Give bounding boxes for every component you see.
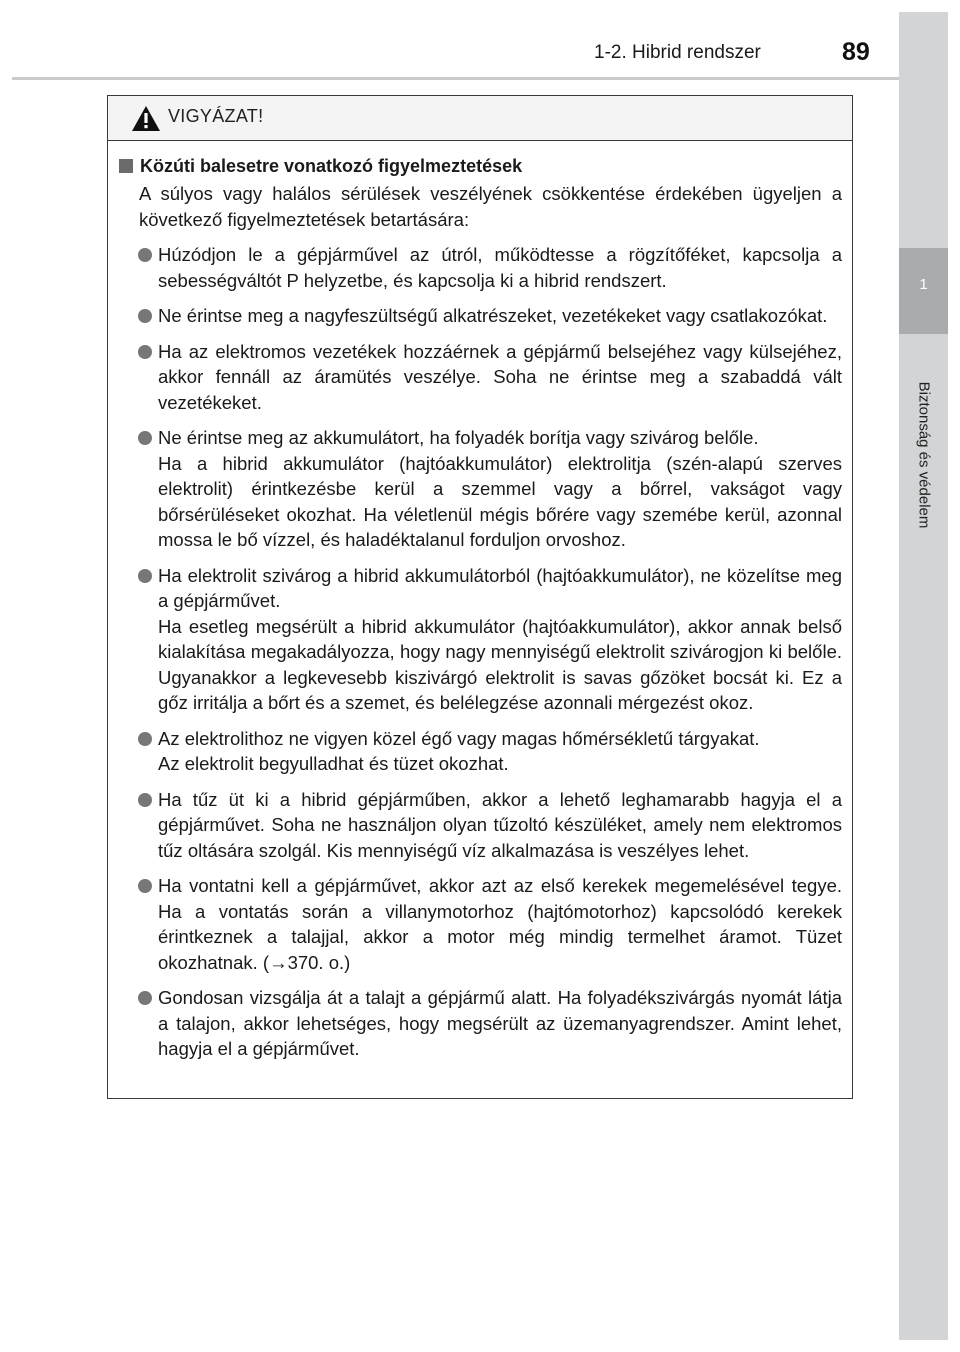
chapter-number: 1 (899, 248, 948, 334)
bullet-dot-icon (138, 991, 152, 1005)
list-item-text: Ha tűz üt ki a hibrid gépjárműben, akkor a lehető leghamarabb hagyja el a gépjárművet. Soha ne használjon olyan tűzoltó készüléket, amely nem elektromos tűz oltására szolgál. Kis mennyiségű víz alkalmazása is veszélyes lehet. (158, 788, 842, 861)
header-rule (12, 77, 899, 80)
list-item (113, 873, 842, 975)
list-item (113, 563, 842, 716)
square-bullet-icon (119, 159, 133, 173)
warning-header (108, 96, 852, 141)
list-item (113, 425, 842, 553)
list-item (113, 726, 842, 777)
warning-title: VIGYÁZAT! (168, 106, 264, 126)
list-item-text: Ha esetleg megsérült a hibrid akkumulátor (hajtóakkumulátor), akkor annak belső kialakítása megakadályozza, hogy nagy mennyiségű elektrolit szivárogjon ki belőle. Ugyanakkor a legkevesebb kiszivárgó elektrolit is savas gőzöket bocsát ki. Ez a gőz irritálja a bőrt és a szemet, és belélegzése azonnali mérgezést okoz. (158, 615, 842, 713)
warning-items (113, 242, 842, 1062)
list-item (113, 303, 842, 329)
list-item-text: Ha a hibrid akkumulátor (hajtóakkumulátor) elektrolitja (szén-alapú szerves elektrolit) érintkezésbe kerül a szemmel vagy a bőrrel, vakságot vagy bőrsérüléseket okozhat. Ha véletlenül mégis bőrére vagy szemébe kerül, azonnal mossa le bő vízzel, és haladéktalanul forduljon orvoshoz. (158, 452, 842, 550)
list-item-text: Ha az elektromos vezetékek hozzáérnek a gépjármű belsejéhez vagy külsejéhez, akkor fennáll az áramütés veszélye. Soha ne érintse meg a szabaddá vált vezetékeket. (158, 340, 842, 413)
list-item-text: Az elektrolithoz ne vigyen közel égő vagy magas hőmérsékletű tárgyakat. (158, 727, 760, 749)
warning-box (107, 95, 853, 1099)
bullet-dot-icon (138, 879, 152, 893)
warning-heading-text: Közúti balesetre vonatkozó figyelmeztetések (140, 156, 523, 176)
bullet-dot-icon (138, 309, 152, 323)
list-item (113, 787, 842, 864)
list-item-text: Gondosan vizsgálja át a talajt a gépjármű alatt. Ha folyadékszivárgás nyomát látja a talajon, akkor lehetséges, hogy megsérült az üzemanyagrendszer. Amint lehet, hagyja el a gépjárművet. (158, 987, 842, 1059)
bullet-dot-icon (138, 248, 152, 262)
warning-triangle-icon (131, 105, 161, 132)
chapter-label: Biztonság és védelem (915, 381, 933, 529)
list-item-text: Az elektrolit begyulladhat és tüzet okozhat. (158, 753, 509, 774)
warning-content (108, 142, 852, 1062)
chapter-side-tab (899, 12, 948, 1340)
bullet-dot-icon (138, 793, 152, 807)
list-item-text: Ha elektrolit szivárog a hibrid akkumulátorból (hajtóakkumulátor), ne közelítse meg a gépjárművet. (158, 564, 842, 611)
list-item (113, 339, 842, 416)
list-item-text: Húzódjon le a gépjárművel az útról, működtesse a rögzítőféket, kapcsolja a sebességváltót P helyzetbe, és kapcsolja ki a hibrid rendszert. (158, 244, 842, 291)
list-item-text: Ha vontatni kell a gépjárművet, akkor azt az első kerekek megemelésével tegye. Ha a vontatás során a villanymotorhoz (hajtómotorhoz) kapcsolódó kerekek érintkeznek a talajjal, akkor a motor még mindig termelhet áramot. Tüzet okozhatnak. (→370. o.) (158, 875, 842, 973)
bullet-dot-icon (138, 569, 152, 583)
warning-intro: A súlyos vagy halálos sérülések veszélyének csökkentése érdekében ügyeljen a következő figyelmeztetések betartására: (139, 183, 842, 230)
warning-heading (113, 154, 842, 178)
bullet-dot-icon (138, 345, 152, 359)
bullet-dot-icon (138, 732, 152, 746)
list-item (113, 242, 842, 293)
section-title: 1-2. Hibrid rendszer (594, 42, 761, 63)
page-number: 89 (842, 38, 870, 66)
list-item-text: Ne érintse meg a nagyfeszültségű alkatrészeket, vezetékeket vagy csatlakozókat. (158, 305, 828, 326)
list-item (113, 985, 842, 1062)
bullet-dot-icon (138, 431, 152, 445)
list-item-text: Ne érintse meg az akkumulátort, ha folyadék borítja vagy szivárog belőle. (158, 427, 759, 448)
